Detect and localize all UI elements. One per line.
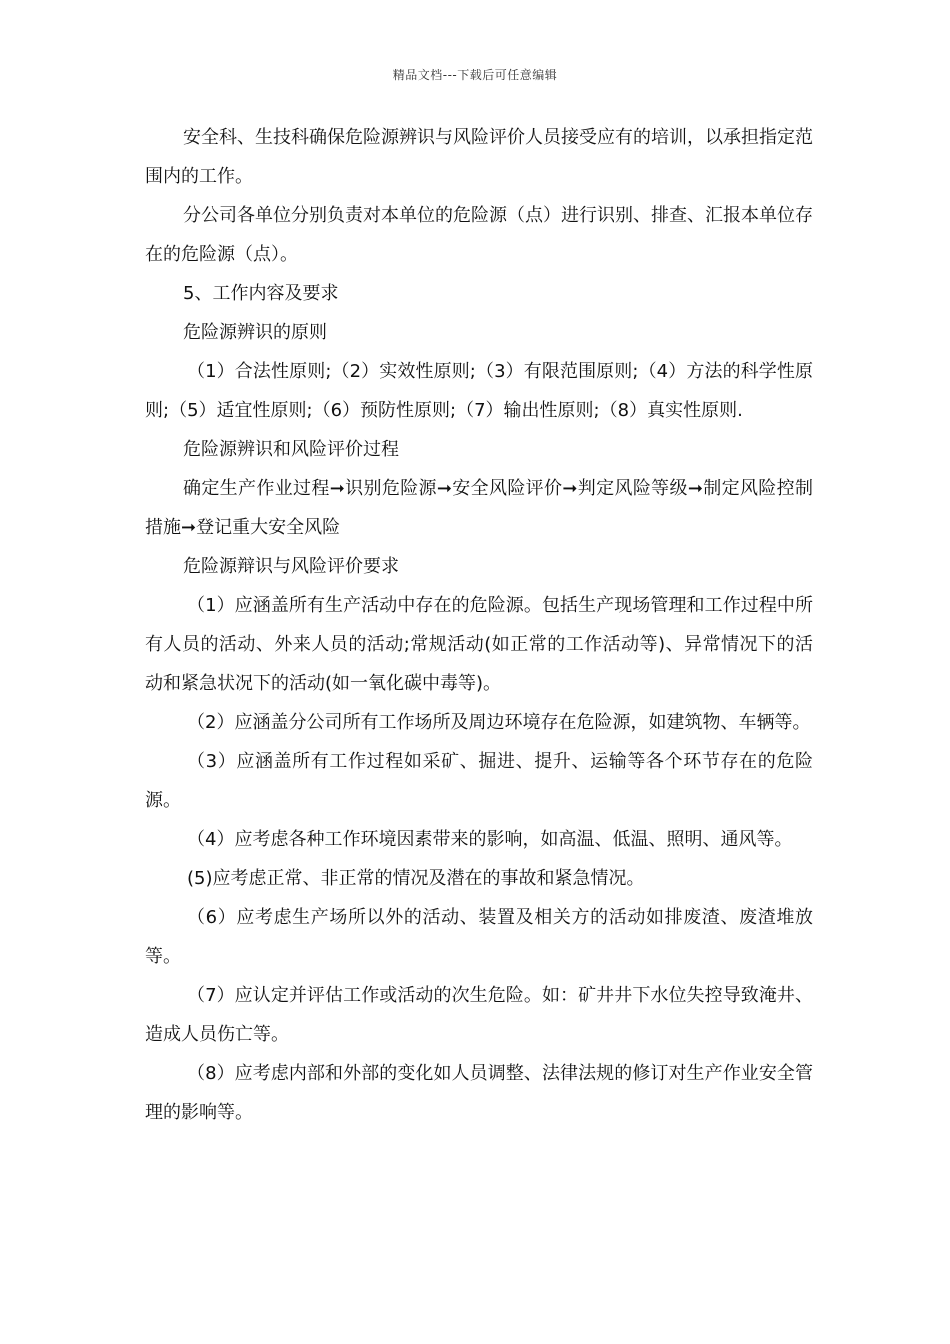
- paragraph-principles-list: （1）合法性原则;（2）实效性原则;（3）有限范围原则;（4）方法的科学性原则;（5）适宜性原则;（6）预防性原则;（7）输出性原则;（8）真实性原则.: [145, 361, 813, 421]
- page-header: 精品文档---下载后可任意编辑: [392, 68, 558, 82]
- paragraph-responsibility: 分公司各单位分别负责对本单位的危险源（点）进行识别、排查、汇报本单位存在的危险源（点）。: [145, 205, 813, 265]
- paragraph-training: 安全科、生技科确保危险源辨识与风险评价人员接受应有的培训，以承担指定范围内的工作。: [145, 127, 813, 187]
- requirement-item-4: （4）应考虑各种工作环境因素带来的影响，如高温、低温、照明、通风等。: [187, 829, 793, 850]
- requirement-item-2: （2）应涵盖分公司所有工作场所及周边环境存在危险源，如建筑物、车辆等。: [187, 712, 811, 733]
- requirement-item-8: （8）应考虑内部和外部的变化如人员调整、法律法规的修订对生产作业安全管理的影响等。: [145, 1063, 813, 1123]
- requirement-item-5: (5)应考虑正常、非正常的情况及潜在的事故和紧急情况。: [187, 868, 645, 889]
- requirement-item-3: （3）应涵盖所有工作过程如采矿、掘进、提升、运输等各个环节存在的危险源。: [145, 751, 813, 811]
- subheading-evaluation-requirements: 危险源辩识与风险评价要求: [183, 556, 399, 577]
- requirement-item-6: （6）应考虑生产场所以外的活动、装置及相关方的活动如排废渣、废渣堆放等。: [145, 907, 813, 967]
- requirement-item-7: （7）应认定并评估工作或活动的次生危险。如：矿井井下水位失控导致淹井、造成人员伤亡等。: [145, 985, 813, 1045]
- paragraph-process-flow: 确定生产作业过程➞识别危险源➞安全风险评价➞判定风险等级➞制定风险控制措施➞登记重大安全风险: [145, 478, 813, 538]
- subheading-identification-principles: 危险源辨识的原则: [183, 322, 327, 343]
- subheading-evaluation-process: 危险源辨识和风险评价过程: [183, 439, 399, 460]
- document-body: [145, 118, 813, 1132]
- section-heading-work-content: 5、工作内容及要求: [183, 283, 339, 304]
- requirement-item-1: （1）应涵盖所有生产活动中存在的危险源。包括生产现场管理和工作过程中所有人员的活动、外来人员的活动;常规活动(如正常的工作活动等)、异常情况下的活动和紧急状况下的活动(如一氧化碳中毒等)。: [145, 595, 813, 694]
